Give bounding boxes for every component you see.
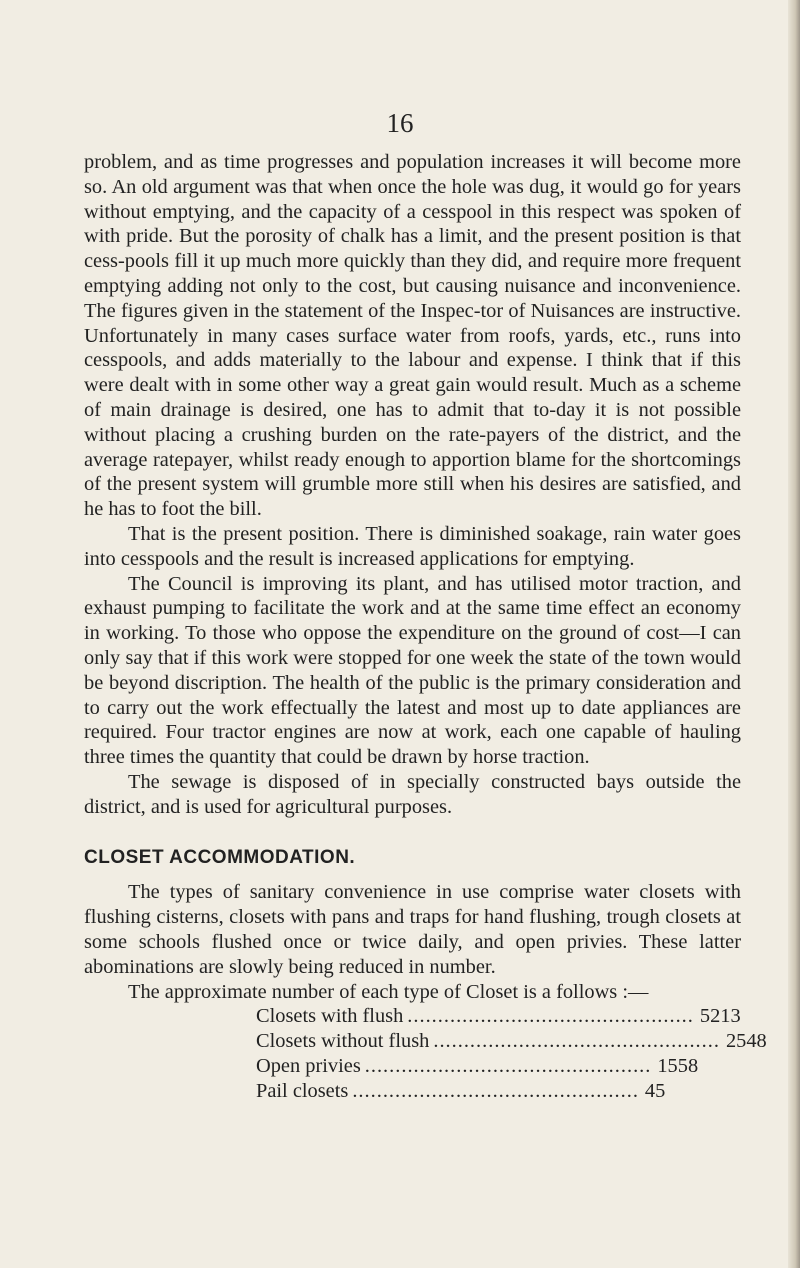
table-row bbox=[256, 1004, 741, 1029]
closet-type-label: Closets without flush bbox=[256, 1030, 430, 1053]
leader-dots: ............................................... bbox=[433, 1030, 720, 1053]
body-text bbox=[84, 150, 767, 1103]
table-row bbox=[256, 1054, 699, 1079]
closets-table bbox=[256, 1004, 767, 1103]
table-row bbox=[256, 1029, 767, 1054]
paragraph-3: The Council is improving its plant, and has utilised motor traction, and exhaust pumping to facilitate the work and at the same time effect an economy in working. To those who oppose the expenditure on the ground of cost—I can only say that if this work were stopped for one week the state of the town would be beyond discription. The health of the public is the primary consideration and to carry out the work effectually the latest and most up to date appliances are required. Four tractor engines are now at work, each one capable of hauling three times the quantity that could be drawn by horse traction. bbox=[84, 572, 741, 769]
page-number: 16 bbox=[386, 108, 414, 138]
paragraph-5: The types of sanitary convenience in use comprise water closets with flushing cisterns, closets with pans and traps for hand flushing, trough closets at some schools flushed once or twice daily, and open privies. These latter abominations are slowly being reduced in number. bbox=[84, 881, 741, 978]
paragraph-4: The sewage is disposed of in specially constructed bays outside the district, and is used for agricultural purposes. bbox=[84, 770, 741, 818]
paragraph-1: problem, and as time progresses and population increases it will become more so. An old argument was that when once the hole was dug, it would go for years without emptying, and the capacity of a cesspool in this respect was spoken of with pride. But the porosity of chalk has a limit, and the present position is that cess-pools fill it up much more quickly than they did, and require more frequent emptying adding not only to the cost, but causing nuisance and inconvenience. The figures given in the statement of the Inspec-tor of Nuisances are instructive. Unfortunately in many cases surface water from roofs, yards, etc., runs into cesspools, and adds materially to the labour and expense. I think that if this were dealt with in some other way a great gain would result. Much as a scheme of main drainage is desired, one has to admit that to-day it is not possible without placing a crushing burden on the rate-payers of the district, and the average ratepayer, whilst ready enough to apportion blame for the shortcomings of the present system will grumble more still when his desires are satisfied, and he has to foot the bill. bbox=[84, 151, 741, 521]
closet-count: 45 bbox=[644, 1079, 666, 1102]
table-row bbox=[256, 1079, 666, 1104]
leader-dots: ............................................... bbox=[407, 1005, 694, 1028]
closet-count: 2548 bbox=[725, 1030, 767, 1053]
closet-type-label: Pail closets bbox=[256, 1079, 349, 1102]
leader-dots: ............................................... bbox=[364, 1054, 652, 1077]
paragraph-6: The approximate number of each type of Closet is a follows :— bbox=[128, 980, 649, 1003]
page-edge-shadow bbox=[788, 0, 800, 1268]
closet-count: 1558 bbox=[657, 1054, 699, 1077]
closet-type-label: Closets with flush bbox=[256, 1005, 404, 1028]
paragraph-2: That is the present position. There is diminished soakage, rain water goes into cesspools and the result is increased applications for emptying. bbox=[84, 522, 741, 570]
section-heading: CLOSET ACCOMMODATION. bbox=[84, 846, 356, 868]
closet-type-label: Open privies bbox=[256, 1054, 361, 1077]
leader-dots: ............................................... bbox=[352, 1079, 639, 1102]
closet-count: 5213 bbox=[699, 1005, 741, 1028]
